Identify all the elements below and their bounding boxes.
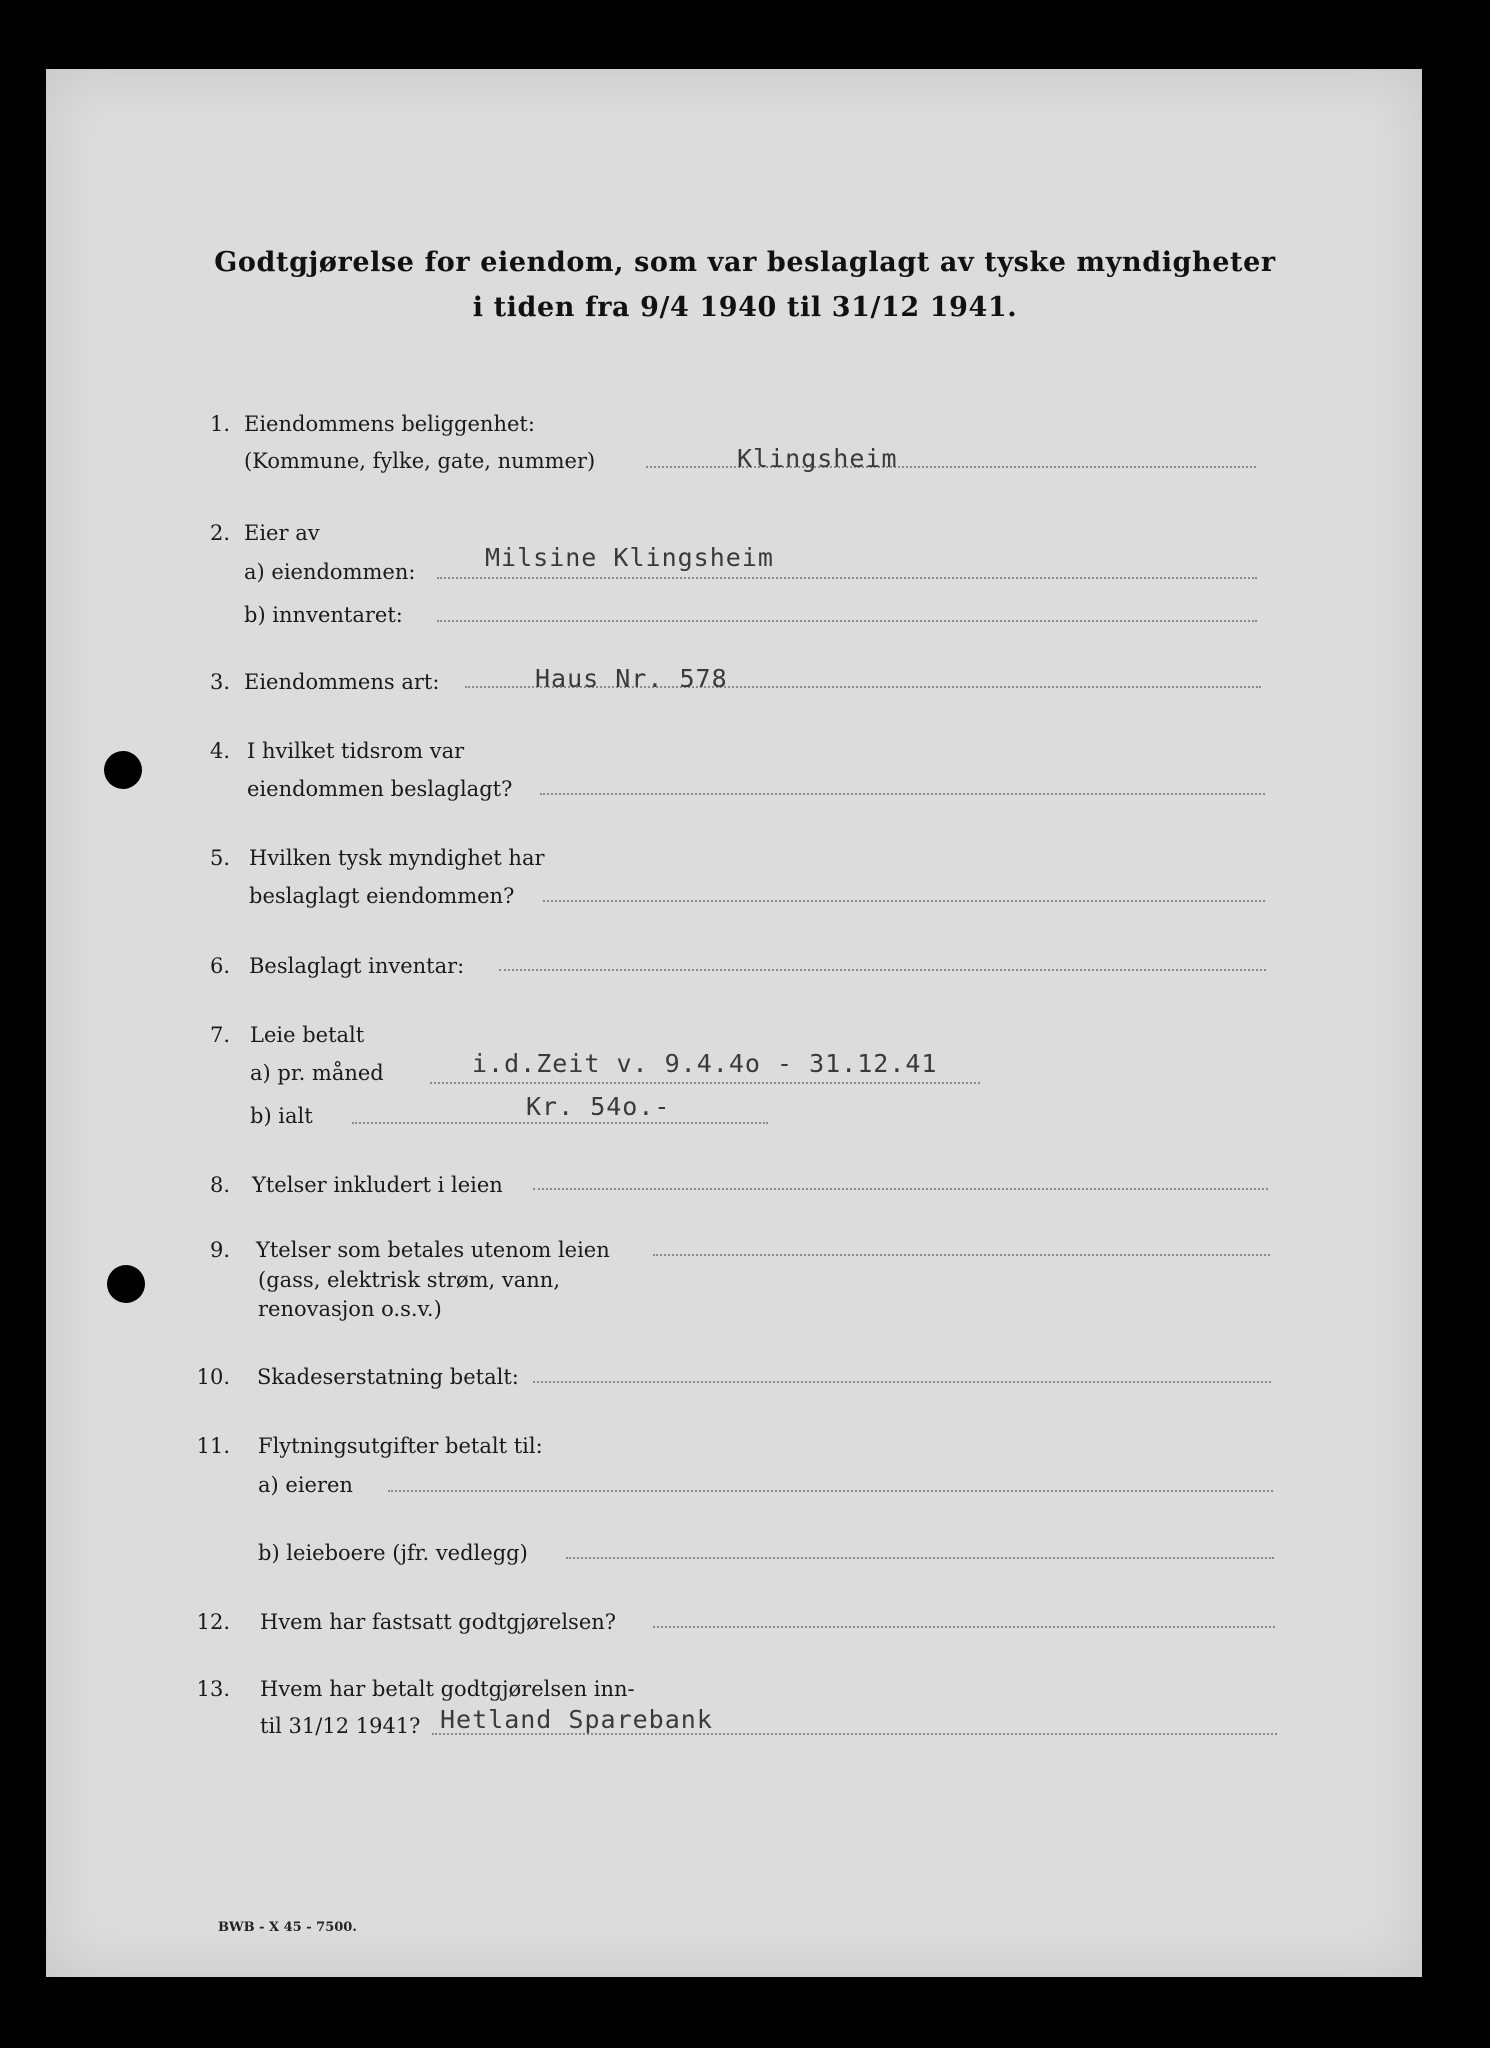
item-number: 1. — [209, 412, 230, 436]
item-2a-field-line — [437, 577, 1257, 579]
item-5-sublabel: beslaglagt eiendommen? — [249, 884, 515, 908]
item-9-label: Ytelser som betales utenom leien — [256, 1238, 610, 1262]
item-7-label: Leie betalt — [250, 1023, 365, 1047]
item-number: 11. — [196, 1434, 230, 1458]
item-12-field-line — [653, 1626, 1275, 1628]
item-6-label: Beslaglagt inventar: — [249, 954, 465, 978]
item-7a-label: a) pr. måned — [250, 1061, 384, 1085]
item-3-label: Eiendommens art: — [244, 670, 440, 694]
form-footer-code: BWB - X 45 - 7500. — [218, 1920, 357, 1935]
item-number: 12. — [196, 1610, 230, 1634]
item-number: 8. — [209, 1173, 230, 1197]
item-3-handwritten-value: Haus Nr. 578 — [535, 664, 728, 693]
item-9-sublabel-2: renovasjon o.s.v.) — [258, 1297, 442, 1321]
form-title-line1: Godtgjørelse for eiendom, som var beslaglagt av tyske myndigheter — [214, 247, 1276, 278]
item-11b-field-line — [566, 1557, 1274, 1559]
item-4-field-line — [540, 793, 1265, 795]
item-number: 9. — [209, 1238, 230, 1262]
item-4-sublabel: eiendommen beslaglagt? — [247, 777, 513, 801]
item-1-sublabel: (Kommune, fylke, gate, nummer) — [244, 449, 596, 473]
item-13-sublabel: til 31/12 1941? — [260, 1714, 421, 1738]
item-9-field-line — [653, 1254, 1270, 1256]
item-2b-field-line — [437, 620, 1257, 622]
item-13-label: Hvem har betalt godtgjørelsen inn- — [260, 1677, 635, 1701]
item-2a-label: a) eiendommen: — [244, 560, 416, 584]
form-title-line2: i tiden fra 9/4 1940 til 31/12 1941. — [472, 292, 1018, 323]
item-number: 7. — [209, 1023, 230, 1047]
punch-hole — [104, 751, 142, 789]
item-number: 4. — [209, 739, 230, 763]
item-11a-field-line — [388, 1490, 1273, 1492]
item-7a-handwritten-value: i.d.Zeit v. 9.4.4o - 31.12.41 — [472, 1049, 938, 1078]
item-7b-field-line — [352, 1122, 768, 1124]
item-number: 13. — [196, 1677, 230, 1701]
item-5-label: Hvilken tysk myndighet har — [249, 846, 545, 870]
item-11b-label: b) leieboere (jfr. vedlegg) — [258, 1541, 528, 1565]
item-number: 10. — [196, 1365, 230, 1389]
item-9-sublabel-1: (gass, elektrisk strøm, vann, — [258, 1268, 560, 1292]
item-2-label: Eier av — [244, 521, 320, 545]
item-10-label: Skadeserstatning betalt: — [257, 1365, 519, 1389]
item-7b-label: b) ialt — [250, 1104, 313, 1128]
item-5-field-line — [543, 900, 1265, 902]
item-11a-label: a) eieren — [258, 1473, 353, 1497]
item-6-field-line — [499, 969, 1266, 971]
item-number: 5. — [209, 846, 230, 870]
item-number: 3. — [209, 670, 230, 694]
item-1-label: Eiendommens beliggenhet: — [244, 412, 535, 436]
item-number: 2. — [209, 521, 230, 545]
item-7b-handwritten-value: Kr. 54o.- — [526, 1092, 671, 1121]
item-8-field-line — [533, 1188, 1268, 1190]
item-12-label: Hvem har fastsatt godtgjørelsen? — [260, 1610, 617, 1634]
item-2b-label: b) innventaret: — [244, 603, 403, 627]
item-13-handwritten-value: Hetland Sparebank — [440, 1705, 713, 1734]
item-number: 6. — [209, 954, 230, 978]
item-2a-handwritten-value: Milsine Klingsheim — [485, 543, 774, 572]
item-7a-field-line — [430, 1082, 980, 1084]
item-8-label: Ytelser inkludert i leien — [252, 1173, 503, 1197]
item-10-field-line — [533, 1381, 1271, 1383]
item-1-handwritten-value: Klingsheim — [737, 444, 898, 473]
item-4-label: I hvilket tidsrom var — [247, 739, 465, 763]
item-11-label: Flytningsutgifter betalt til: — [258, 1434, 543, 1458]
punch-hole — [107, 1265, 145, 1303]
